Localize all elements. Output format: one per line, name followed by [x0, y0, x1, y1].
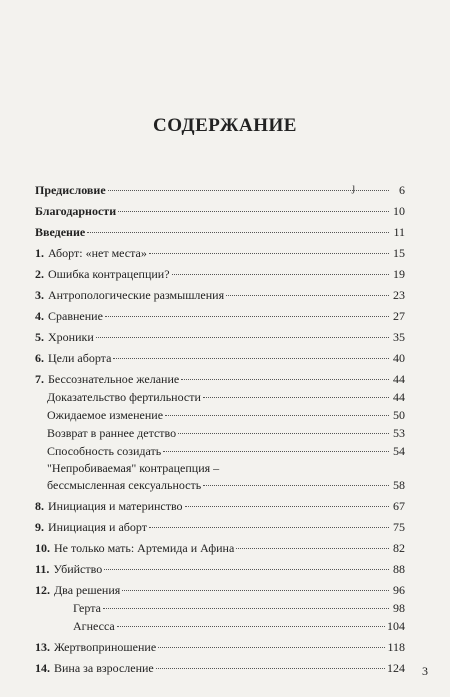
dot-leader [117, 626, 385, 627]
toc-entry-page: 44 [393, 390, 405, 404]
table-of-contents [35, 181, 405, 677]
dot-leader [181, 379, 389, 380]
toc-subentry[interactable] [35, 617, 405, 635]
toc-entry-label: Цели аборта [48, 351, 112, 365]
dot-leader [104, 569, 389, 570]
chapter-number: 9. [35, 520, 44, 534]
toc-entry-chapter-14[interactable] [35, 659, 405, 677]
toc-entry-page: 6 [399, 183, 405, 197]
toc-entry-page: 75 [393, 520, 405, 534]
dot-leader [118, 211, 389, 212]
toc-entry-page: 124 [387, 661, 405, 675]
toc-entry-page: 98 [393, 601, 405, 615]
toc-entry-label: Убийство [53, 562, 103, 576]
dot-leader [149, 527, 389, 528]
toc-entry-label: Предисловие [35, 183, 106, 197]
toc-entry-label: Не только мать: Артемида и Афина [54, 541, 235, 555]
toc-subentry[interactable] [35, 388, 405, 406]
toc-entry-label-line-1: "Непробиваемая" контрацепция – [47, 461, 220, 475]
toc-entry-preface[interactable] [35, 181, 405, 199]
toc-entry-label: Сравнение [48, 309, 103, 323]
dot-leader [163, 451, 389, 452]
dot-leader [178, 433, 389, 434]
dot-leader [185, 506, 389, 507]
toc-entry-label: Ожидаемое изменение [47, 408, 164, 422]
dot-leader [165, 415, 389, 416]
toc-entry-chapter-13[interactable] [35, 638, 405, 656]
toc-entry-page: 82 [393, 541, 405, 555]
toc-entry-label: Жертвоприношение [54, 640, 157, 654]
chapter-number: 6. [35, 351, 44, 365]
toc-entry-chapter-9[interactable] [35, 518, 405, 536]
dot-leader [236, 548, 389, 549]
toc-entry-page: 96 [393, 583, 405, 597]
chapter-number: 4. [35, 309, 44, 323]
toc-entry-label: Два решения [54, 583, 121, 597]
dot-leader [226, 295, 389, 296]
toc-entry-chapter-10[interactable] [35, 539, 405, 557]
toc-entry-page: 50 [393, 408, 405, 422]
toc-subentry[interactable] [35, 406, 405, 424]
dot-leader [203, 397, 389, 398]
pen-mark: ȷ [352, 180, 356, 194]
toc-entry-page: 40 [393, 351, 405, 365]
chapter-number: 13. [35, 640, 50, 654]
dot-leader [108, 190, 389, 191]
toc-entry-chapter-11[interactable] [35, 560, 405, 578]
chapter-number: 11. [35, 562, 50, 576]
dot-leader [103, 608, 389, 609]
toc-subentry[interactable] [35, 442, 405, 460]
chapter-number: 8. [35, 499, 44, 513]
toc-entry-page: 104 [387, 619, 405, 633]
toc-entry-page: 10 [393, 204, 405, 218]
toc-entry-label: Хроники [48, 330, 94, 344]
toc-entry-page: 23 [393, 288, 405, 302]
toc-entry-label: Введение [35, 225, 86, 239]
toc-entry-chapter-8[interactable] [35, 497, 405, 515]
toc-entry-label: Доказательство фертильности [47, 390, 201, 404]
toc-entry-chapter-5[interactable] [35, 328, 405, 346]
page-number: 3 [422, 664, 428, 678]
chapter-number: 14. [35, 661, 50, 675]
dot-leader [87, 232, 389, 233]
chapter-number: 3. [35, 288, 44, 302]
chapter-number: 2. [35, 267, 44, 281]
toc-entry-label: Ошибка контрацепции? [48, 267, 170, 281]
toc-subentry-line-1[interactable] [35, 460, 405, 476]
dot-leader [113, 358, 389, 359]
toc-entry-chapter-6[interactable] [35, 349, 405, 367]
toc-entry-acknowledgements[interactable] [35, 202, 405, 220]
dot-leader [149, 253, 389, 254]
toc-entry-label: Аборт: «нет места» [48, 246, 147, 260]
toc-entry-chapter-12[interactable] [35, 581, 405, 599]
toc-entry-chapter-2[interactable] [35, 265, 405, 283]
dot-leader [96, 337, 389, 338]
toc-entry-label: Благодарности [35, 204, 117, 218]
toc-entry-page: 44 [393, 372, 405, 386]
toc-entry-page: 35 [393, 330, 405, 344]
toc-entry-label: Бессознательное желание [48, 372, 180, 386]
toc-subentry[interactable] [35, 424, 405, 442]
chapter-number: 7. [35, 372, 44, 386]
toc-entry-chapter-4[interactable] [35, 307, 405, 325]
toc-entry-page: 118 [387, 640, 405, 654]
toc-entry-label: Способность созидать [47, 444, 162, 458]
dot-leader [156, 668, 385, 669]
toc-entry-label: Герта [73, 601, 101, 615]
toc-entry-label: Антропологические размышления [48, 288, 225, 302]
toc-entry-chapter-1[interactable] [35, 244, 405, 262]
toc-subentry[interactable] [35, 599, 405, 617]
dot-leader [203, 485, 389, 486]
page-title: СОДЕРЖАНИЕ [153, 115, 297, 136]
dot-leader [122, 590, 389, 591]
chapter-number: 1. [35, 246, 44, 260]
toc-entry-label: Агнесса [73, 619, 115, 633]
toc-entry-page: 19 [393, 267, 405, 281]
toc-entry-page: 27 [393, 309, 405, 323]
toc-entry-page: 58 [393, 478, 405, 492]
dot-leader [172, 274, 389, 275]
toc-entry-label: Вина за взросление [54, 661, 154, 675]
toc-entry-label: Инициация и материнство [48, 499, 183, 513]
toc-entry-chapter-7[interactable] [35, 370, 405, 388]
toc-entry-chapter-3[interactable] [35, 286, 405, 304]
toc-entry-label: Инициация и аборт [48, 520, 147, 534]
chapter-number: 5. [35, 330, 44, 344]
toc-entry-page: 15 [393, 246, 405, 260]
toc-subentry[interactable] [35, 476, 405, 494]
chapter-number: 10. [35, 541, 50, 555]
dot-leader [105, 316, 389, 317]
chapter-number: 12. [35, 583, 50, 597]
toc-entry-page: 67 [393, 499, 405, 513]
toc-entry-label: бессмысленная сексуальность [47, 478, 202, 492]
toc-entry-page: 11 [393, 225, 405, 239]
toc-entry-introduction[interactable] [35, 223, 405, 241]
toc-entry-page: 54 [393, 444, 405, 458]
toc-entry-page: 88 [393, 562, 405, 576]
toc-entry-page: 53 [393, 426, 405, 440]
toc-entry-label: Возврат в раннее детство [47, 426, 177, 440]
dot-leader [158, 647, 385, 648]
